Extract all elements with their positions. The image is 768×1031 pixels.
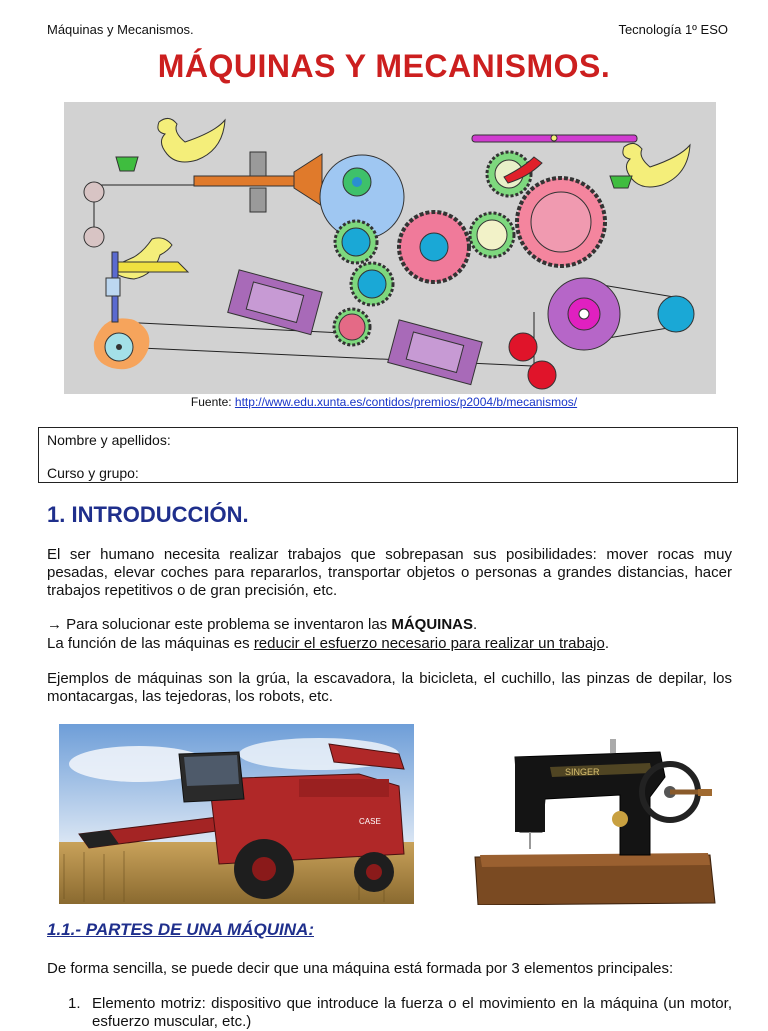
duck-right: [623, 143, 690, 187]
grain-bowl-right: [610, 176, 632, 188]
list-text: Elemento motriz: dispositivo que introduce la fuerza o el movimiento en la máquina (un motor, esfuerzo muscular, etc.): [92, 995, 732, 1030]
cylinder-1: [228, 270, 322, 335]
pulley-2: [84, 227, 104, 247]
running-header-left: Máquinas y Mecanismos.: [47, 22, 194, 37]
arrow-icon: →: [47, 616, 62, 633]
duck-left: [112, 238, 172, 279]
section-heading-parts: 1.1.- PARTES DE UNA MÁQUINA:: [47, 920, 314, 939]
pulley-1: [84, 182, 104, 202]
duck-top: [158, 118, 225, 162]
list-item: [68, 995, 732, 1031]
grain-bowl-left: [116, 157, 138, 171]
student-info-box: [38, 427, 738, 483]
function-underlined: reducir el esfuerzo necesario para realizar un trabajo: [253, 635, 605, 652]
name-label: Nombre y apellidos:: [47, 432, 171, 448]
examples-paragraph: Ejemplos de máquinas son la grúa, la escavadora, la bicicleta, el cuchillo, las pinzas de depilar, los montacargas, las tejedoras, los robots, etc.: [47, 670, 732, 705]
mechanisms-drawing: [64, 102, 716, 394]
intro-paragraph: El ser humano necesita realizar trabajos que sobrepasan sus posibilidades: mover rocas muy pesadas, elevar coches para repararlos, transportar objetos o personas a grandes distancias, hacer trabajos repetitivos o de gran precisión, etc.: [47, 546, 732, 599]
machines-bold: MÁQUINAS: [391, 616, 474, 633]
sewing-brand: SINGER: [565, 767, 600, 777]
wheel-purple: [548, 278, 620, 350]
parts-intro-paragraph: De forma sencilla, se puede decir que una máquina está formada por 3 elementos principales:: [47, 960, 674, 977]
source-label: Fuente:: [190, 395, 235, 409]
source-link[interactable]: http://www.edu.xunta.es/contidos/premios/p2004/b/mecanismos/: [234, 395, 578, 409]
harvester-brand: CASE: [359, 817, 381, 826]
gear-cream: [470, 213, 514, 257]
list-number: 1.: [68, 995, 81, 1012]
image-source: [0, 395, 768, 409]
cylinder-2: [388, 320, 482, 385]
wheel-red-2: [528, 361, 556, 389]
mechanisms-illustration: [64, 102, 716, 394]
wheel-red-1: [509, 333, 537, 361]
page-title: MÁQUINAS Y MECANISMOS.: [157, 48, 611, 84]
gear-cyan-1: [335, 221, 377, 263]
group-label: Curso y grupo:: [47, 465, 139, 481]
gear-pink-small: [334, 309, 370, 345]
sewing-machine-photo: [470, 737, 720, 905]
wheel-cyan-right: [658, 296, 694, 332]
harvester-photo: [59, 724, 414, 904]
running-header-right: Tecnología 1º ESO: [618, 22, 728, 37]
section-heading-introduction: 1. INTRODUCCIÓN.: [47, 502, 249, 527]
gear-pink-cyan: [399, 212, 469, 282]
machines-sentence: → Para solucionar este problema se inventaron las MÁQUINAS.: [47, 616, 478, 633]
gear-pink-large: [517, 178, 605, 266]
gear-cyan-2: [351, 263, 393, 305]
function-sentence: La función de las máquinas es reducir el esfuerzo necesario para realizar un trabajo.: [47, 635, 610, 652]
